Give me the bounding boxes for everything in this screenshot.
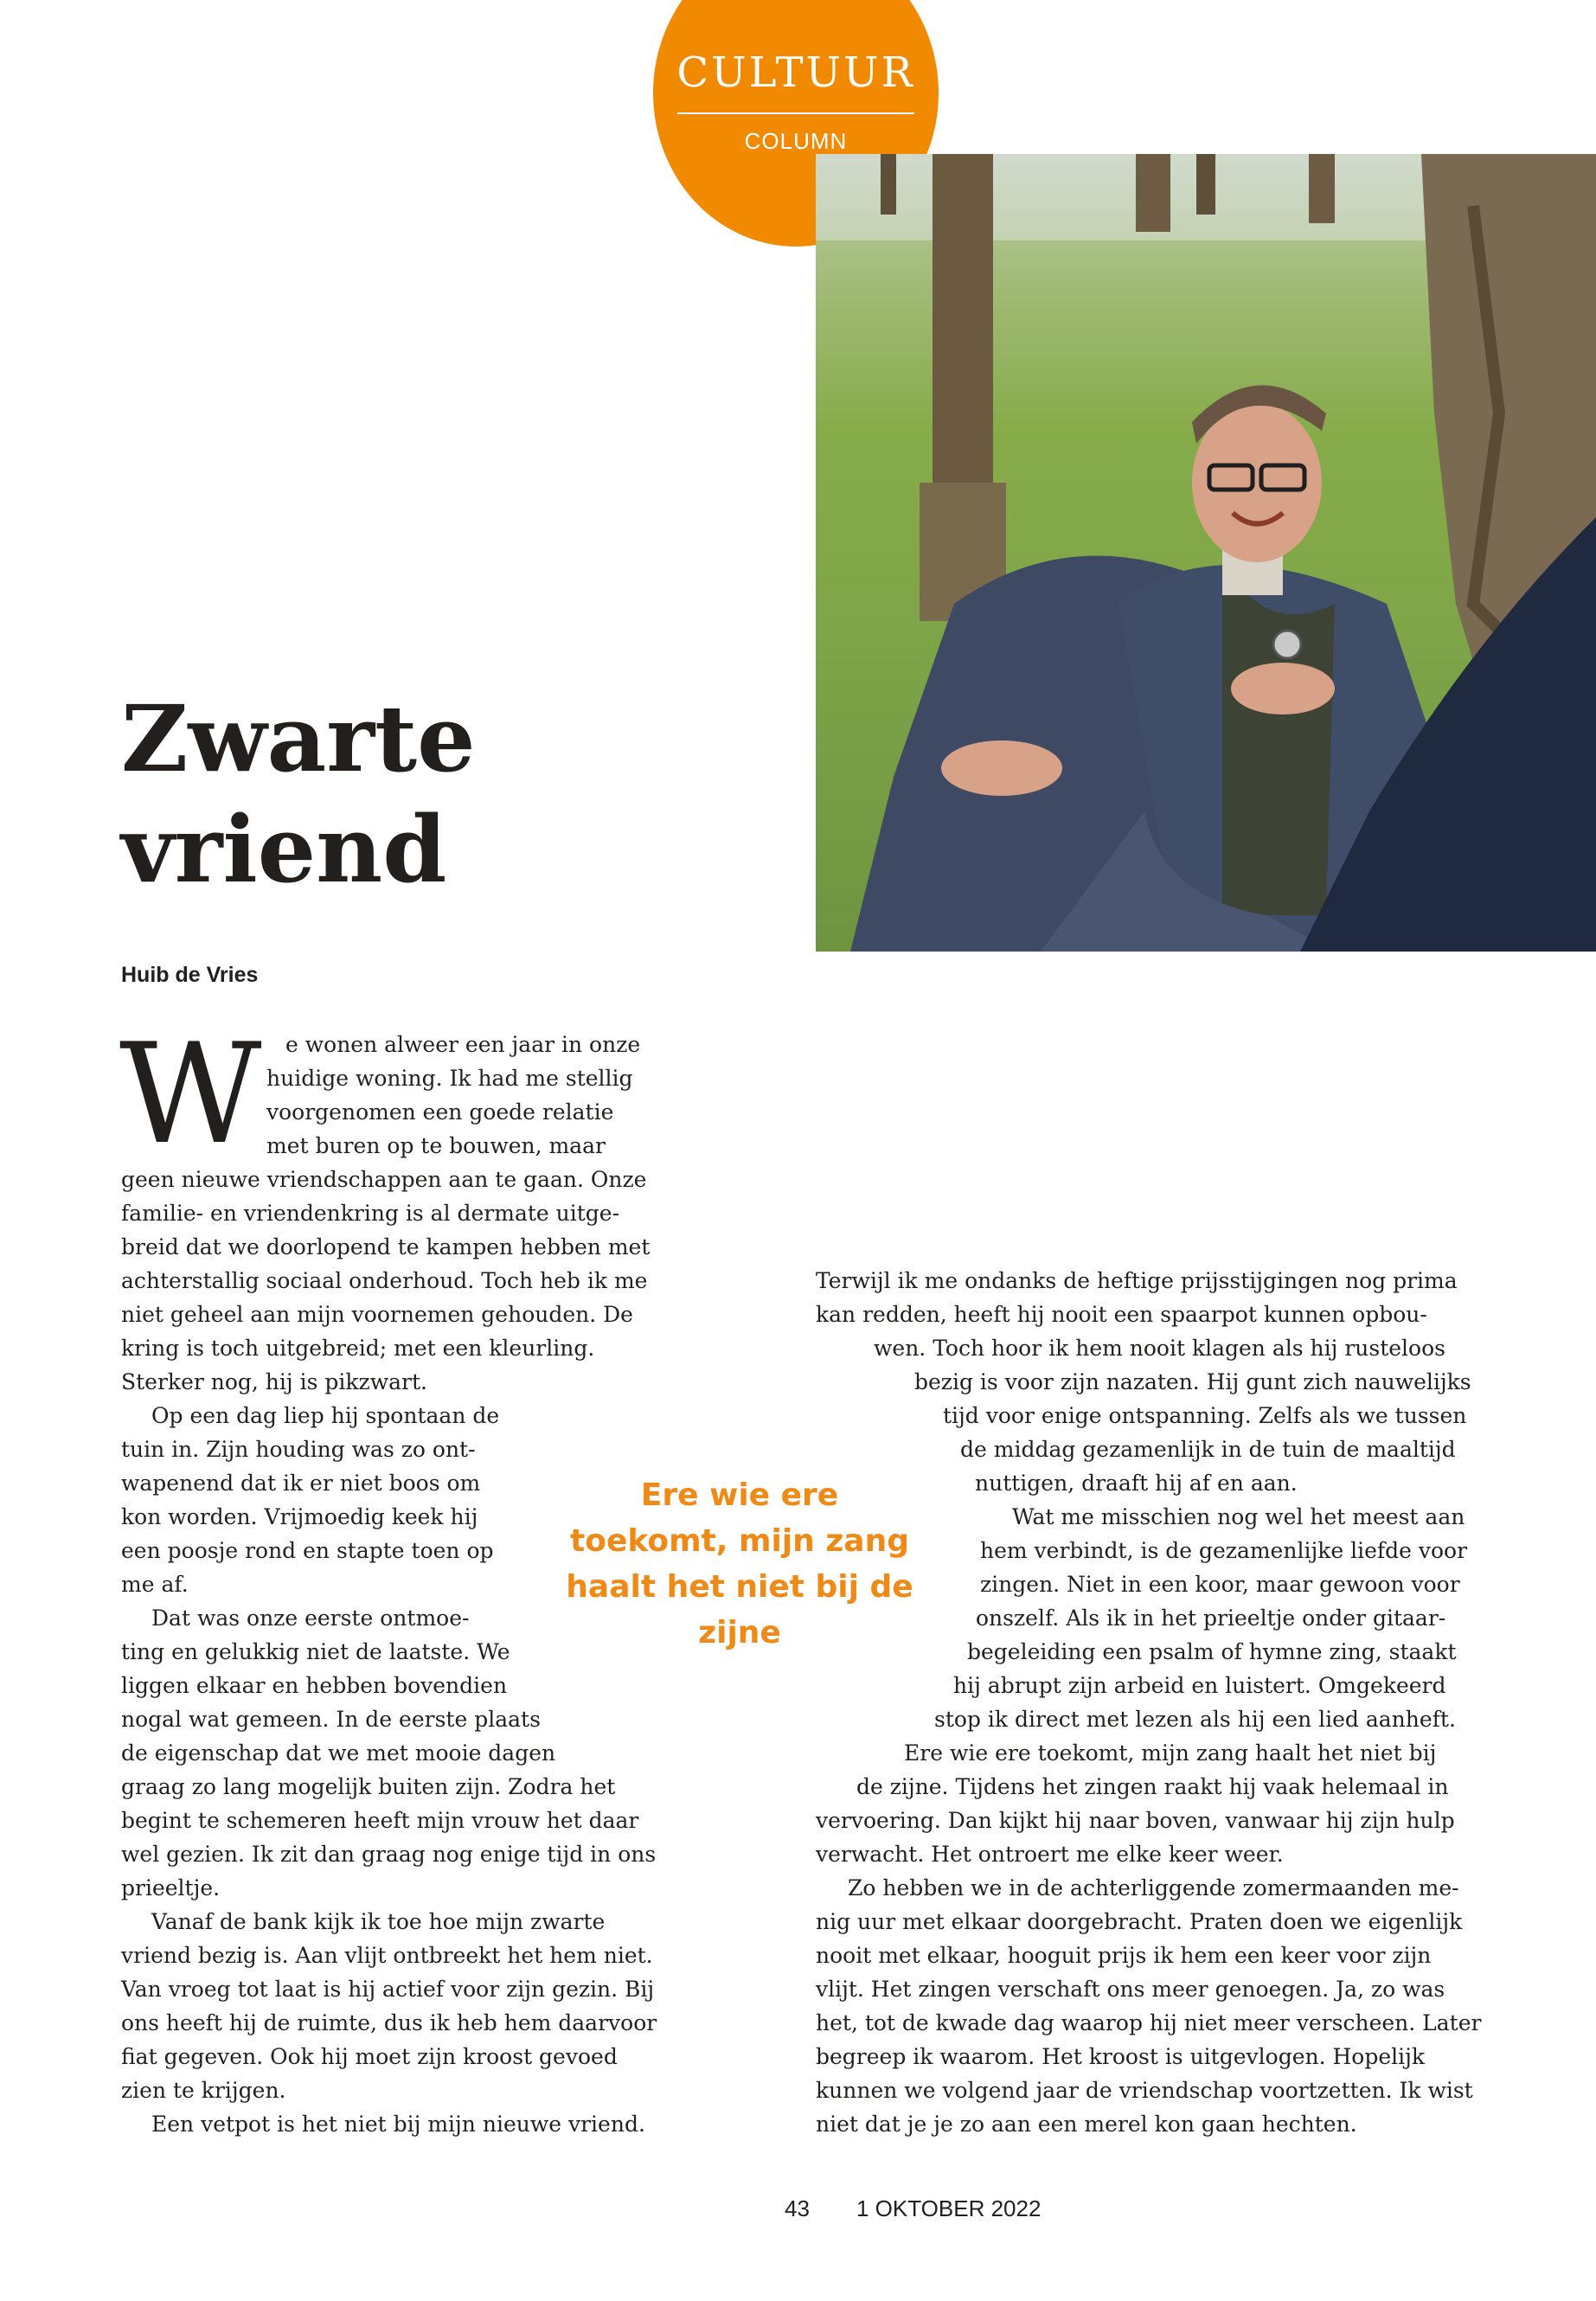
left-column-line: Op een dag liep hij spontaan de <box>151 1403 500 1428</box>
left-column-line: zien te krijgen. <box>121 2078 286 2103</box>
left-column-line: vriend bezig is. Aan vlijt ontbreekt het hem niet. <box>121 1943 653 1968</box>
right-column-line: kunnen we volgend jaar de vriendschap voortzetten. Ik wist <box>816 2078 1473 2103</box>
right-column-line: Ere wie ere toekomt, mijn zang haalt het niet bij <box>904 1740 1437 1766</box>
left-column-line: wel gezien. Ik zit dan graag nog enige tijd in ons <box>121 1842 657 1867</box>
left-column-line: Een vetpot is het niet bij mijn nieuwe vriend. <box>151 2112 645 2137</box>
right-column-line: de zijne. Tijdens het zingen raakt hij vaak helemaal in <box>856 1774 1449 1799</box>
right-column-line: nuttigen, draaft hij af en aan. <box>975 1471 1298 1496</box>
left-column-line: geen nieuwe vriendschappen aan te gaan. Onze <box>121 1167 647 1192</box>
right-column-line: hem verbindt, is de gezamenlijke liefde voor <box>980 1538 1468 1563</box>
section-divider <box>677 112 914 114</box>
article-title <box>121 683 476 905</box>
article-title-line-1: Zwarte <box>121 684 476 792</box>
author-photo <box>816 154 1596 952</box>
author-photo-illustration <box>816 154 1596 952</box>
drop-cap: W <box>119 1013 262 1175</box>
left-column-line: Vanaf de bank kijk ik toe hoe mijn zwarte <box>151 1909 606 1934</box>
right-column-line: Wat me misschien nog wel het meest aan <box>1012 1504 1465 1529</box>
section-title: CULTUUR <box>676 48 915 97</box>
right-column-line: het, tot de kwade dag waarop hij niet meer verscheen. Later <box>816 2010 1482 2035</box>
left-column-line: achterstallig sociaal onderhoud. Toch heb ik me <box>121 1268 648 1293</box>
left-column-line: een poosje rond en stapte toen op <box>121 1538 494 1563</box>
left-column-line: me af. <box>121 1572 189 1597</box>
right-column-line: bezig is voor zijn nazaten. Hij gunt zich nauwelijks <box>914 1369 1471 1394</box>
left-column-line: graag zo lang mogelijk buiten zijn. Zodra het <box>121 1774 616 1799</box>
right-column-line: begeleiding een psalm of hymne zing, staakt <box>967 1639 1457 1664</box>
left-column-line: Van vroeg tot laat is hij actief voor zijn gezin. Bij <box>121 1977 655 2002</box>
left-column-line: tuin in. Zijn houding was zo ont- <box>121 1437 476 1462</box>
right-column-line: Terwijl ik me ondanks de heftige prijsstijgingen nog prima <box>816 1268 1458 1293</box>
right-column-line: begreep ik waarom. Het kroost is uitgevlogen. Hopelijk <box>816 2044 1426 2069</box>
left-column-line: ting en gelukkig niet de laatste. We <box>121 1639 510 1664</box>
section-subtitle: COLUMN <box>744 128 848 154</box>
left-column-line: prieeltje. <box>121 1875 221 1900</box>
right-column-line: nig uur met elkaar doorgebracht. Praten doen we eigenlijk <box>816 1909 1463 1934</box>
left-column-line: breid dat we doorlopend te kampen hebben met <box>121 1234 651 1259</box>
right-column-line: stop ik direct met lezen als hij een lied aanheft. <box>934 1707 1456 1732</box>
right-column-line: onszelf. Als ik in het prieeltje onder gitaar- <box>976 1606 1446 1631</box>
pull-quote-line: haalt het niet bij de <box>566 1569 913 1605</box>
left-column-line: kon worden. Vrijmoedig keek hij <box>121 1504 478 1529</box>
left-column-line: nogal wat gemeen. In de eerste plaats <box>121 1707 541 1732</box>
right-column-line: zingen. Niet in een koor, maar gewoon voor <box>980 1572 1460 1597</box>
right-column-line: nooit met elkaar, hooguit prijs ik hem een keer voor zijn <box>816 1943 1432 1968</box>
left-column-line: familie- en vriendenkring is al dermate uitge- <box>121 1201 620 1226</box>
left-column-line: liggen elkaar en hebben bovendien <box>121 1673 508 1698</box>
right-column-line: kan redden, heeft hij nooit een spaarpot kunnen opbou- <box>816 1302 1427 1327</box>
right-column-line: hij abrupt zijn arbeid en luistert. Omgekeerd <box>953 1673 1446 1698</box>
left-column-line: wapenend dat ik er niet boos om <box>121 1471 481 1496</box>
left-column-line: Sterker nog, hij is pikzwart. <box>121 1369 427 1394</box>
left-column-line: niet geheel aan mijn voornemen gehouden. De <box>121 1302 633 1327</box>
page-number: 43 <box>785 2195 810 2221</box>
left-column-line: begint te schemeren heeft mijn vrouw het daar <box>121 1808 639 1833</box>
right-column-line: vlijt. Het zingen verschaft ons meer genoegen. Ja, zo was <box>816 1977 1445 2002</box>
left-column-line: de eigenschap dat we met mooie dagen <box>121 1740 556 1766</box>
right-column-line: vervoering. Dan kijkt hij naar boven, vanwaar hij zijn hulp <box>816 1808 1455 1833</box>
left-column-line: fiat gegeven. Ook hij moet zijn kroost gevoed <box>121 2044 618 2069</box>
pull-quote-line: zijne <box>698 1615 781 1650</box>
right-column-line: verwacht. Het ontroert me elke keer weer. <box>816 1842 1284 1867</box>
article-title-line-2: vriend <box>121 795 447 903</box>
right-column-line: wen. Toch hoor ik hem nooit klagen als hij rusteloos <box>874 1336 1445 1361</box>
left-column-line: kring is toch uitgebreid; met een kleurling. <box>121 1336 595 1361</box>
right-column-line: niet dat je je zo aan een merel kon gaan hechten. <box>816 2112 1357 2137</box>
right-column-line: Zo hebben we in de achterliggende zomermaanden me- <box>848 1875 1459 1900</box>
right-column-line: tijd voor enige ontspanning. Zelfs als we tussen <box>943 1403 1467 1428</box>
left-column-line: met buren op te bouwen, maar <box>266 1133 606 1158</box>
author-byline: Huib de Vries <box>121 963 259 987</box>
left-column-line: ons heeft hij de ruimte, dus ik heb hem daarvoor <box>121 2010 657 2035</box>
left-column-line: voorgenomen een goede relatie <box>266 1099 614 1125</box>
pull-quote-line: Ere wie ere <box>640 1477 839 1513</box>
left-column-line: Dat was onze eerste ontmoe- <box>151 1606 470 1631</box>
right-column-line: de middag gezamenlijk in de tuin de maaltijd <box>960 1437 1456 1462</box>
issue-date: 1 OKTOBER 2022 <box>856 2195 1042 2221</box>
left-column-line: huidige woning. Ik had me stellig <box>266 1066 633 1091</box>
pull-quote-line: toekomt, mijn zang <box>570 1523 909 1559</box>
left-column-line: e wonen alweer een jaar in onze <box>285 1032 641 1057</box>
